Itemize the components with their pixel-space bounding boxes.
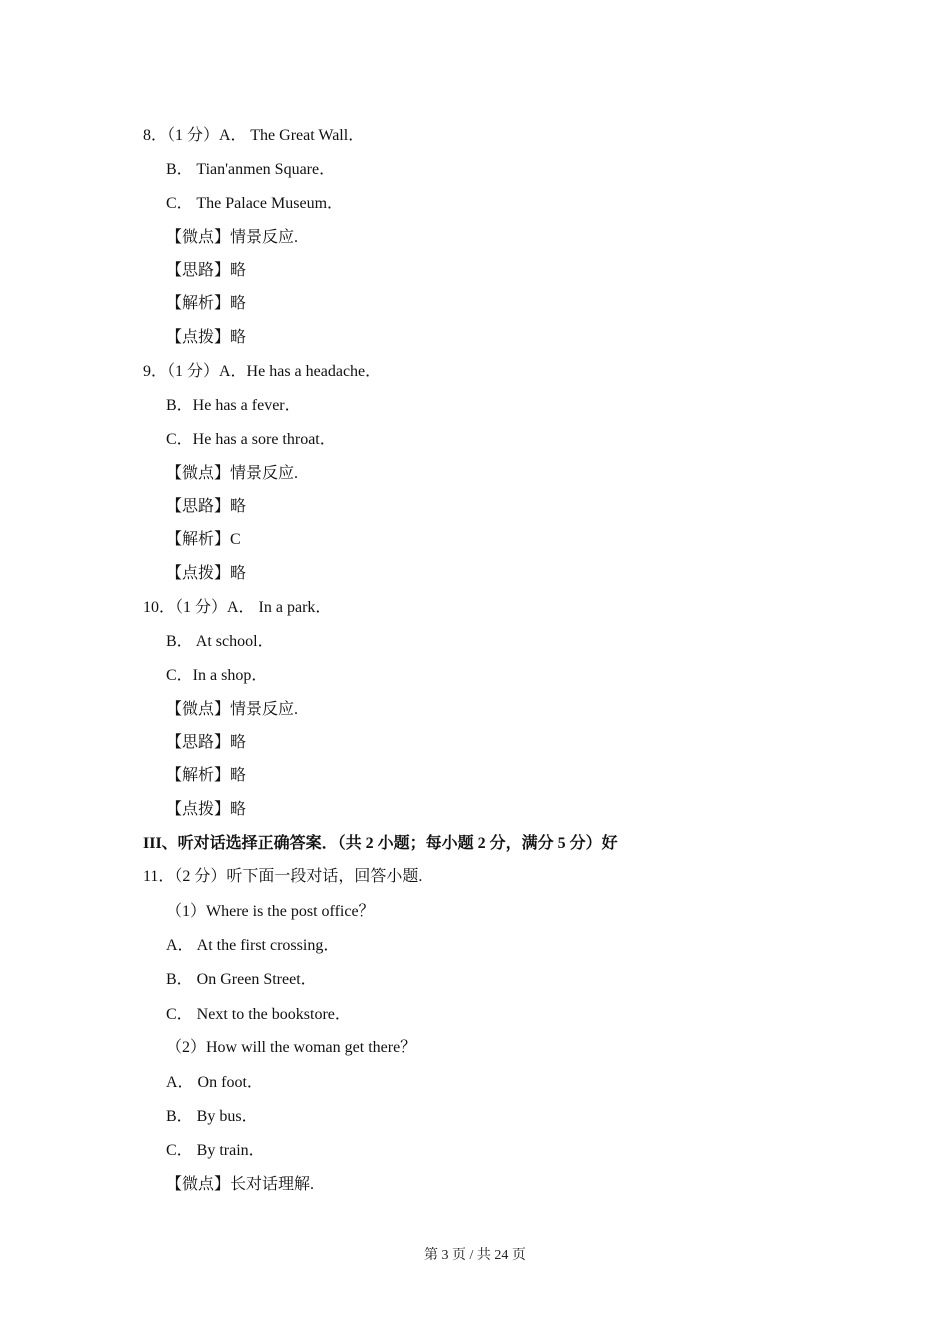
question-9-weidian: 【微点】情景反应. bbox=[166, 465, 299, 482]
question-8-weidian: 【微点】情景反应. bbox=[166, 229, 299, 246]
question-11-1-option-a: A． At the first crossing． bbox=[166, 937, 340, 954]
question-8-option-b: B． Tian'anmen Square． bbox=[166, 161, 336, 178]
question-11-sub-2: （2）How will the woman get there？ bbox=[166, 1039, 417, 1056]
question-9-option-b: B．He has a fever． bbox=[166, 397, 301, 414]
question-11-weidian: 【微点】长对话理解. bbox=[166, 1176, 315, 1193]
question-10-weidian: 【微点】情景反应. bbox=[166, 701, 299, 718]
question-11-2-option-c: C． By train． bbox=[166, 1142, 265, 1159]
question-8-option-c: C． The Palace Museum． bbox=[166, 195, 344, 212]
question-8-dianbo: 【点拨】略 bbox=[166, 329, 247, 346]
question-11-1-option-c: C． Next to the bookstore． bbox=[166, 1006, 351, 1023]
question-9-jiexi: 【解析】C bbox=[166, 531, 241, 548]
question-9-silu: 【思路】略 bbox=[166, 498, 247, 515]
question-11-1-option-b: B． On Green Street． bbox=[166, 971, 317, 988]
question-8-header: 8．（1 分）A． The Great Wall． bbox=[143, 127, 365, 144]
question-8-silu: 【思路】略 bbox=[166, 262, 247, 279]
question-8-jiexi: 【解析】略 bbox=[166, 295, 247, 312]
question-11-2-option-a: A． On foot． bbox=[166, 1074, 263, 1091]
question-11-sub-1: （1）Where is the post office？ bbox=[166, 903, 375, 920]
question-9-dianbo: 【点拨】略 bbox=[166, 565, 247, 582]
question-9-option-c: C．He has a sore throat． bbox=[166, 431, 336, 448]
section-iii-heading: III、听对话选择正确答案．（共 2 小题；每小题 2 分，满分 5 分）好 bbox=[143, 835, 618, 852]
question-10-dianbo: 【点拨】略 bbox=[166, 801, 247, 818]
question-10-header: 10．（1 分）A． In a park． bbox=[143, 599, 332, 616]
question-10-silu: 【思路】略 bbox=[166, 734, 247, 751]
question-11-header: 11．（2 分）听下面一段对话，回答小题. bbox=[143, 868, 423, 885]
page-footer: 第 3 页 / 共 24 页 bbox=[424, 1248, 526, 1263]
question-10-option-c: C．In a shop． bbox=[166, 667, 268, 684]
question-10-jiexi: 【解析】略 bbox=[166, 767, 247, 784]
question-10-option-b: B． At school． bbox=[166, 633, 274, 650]
question-9-header: 9．（1 分）A．He has a headache． bbox=[143, 363, 382, 380]
question-11-2-option-b: B． By bus． bbox=[166, 1108, 258, 1125]
